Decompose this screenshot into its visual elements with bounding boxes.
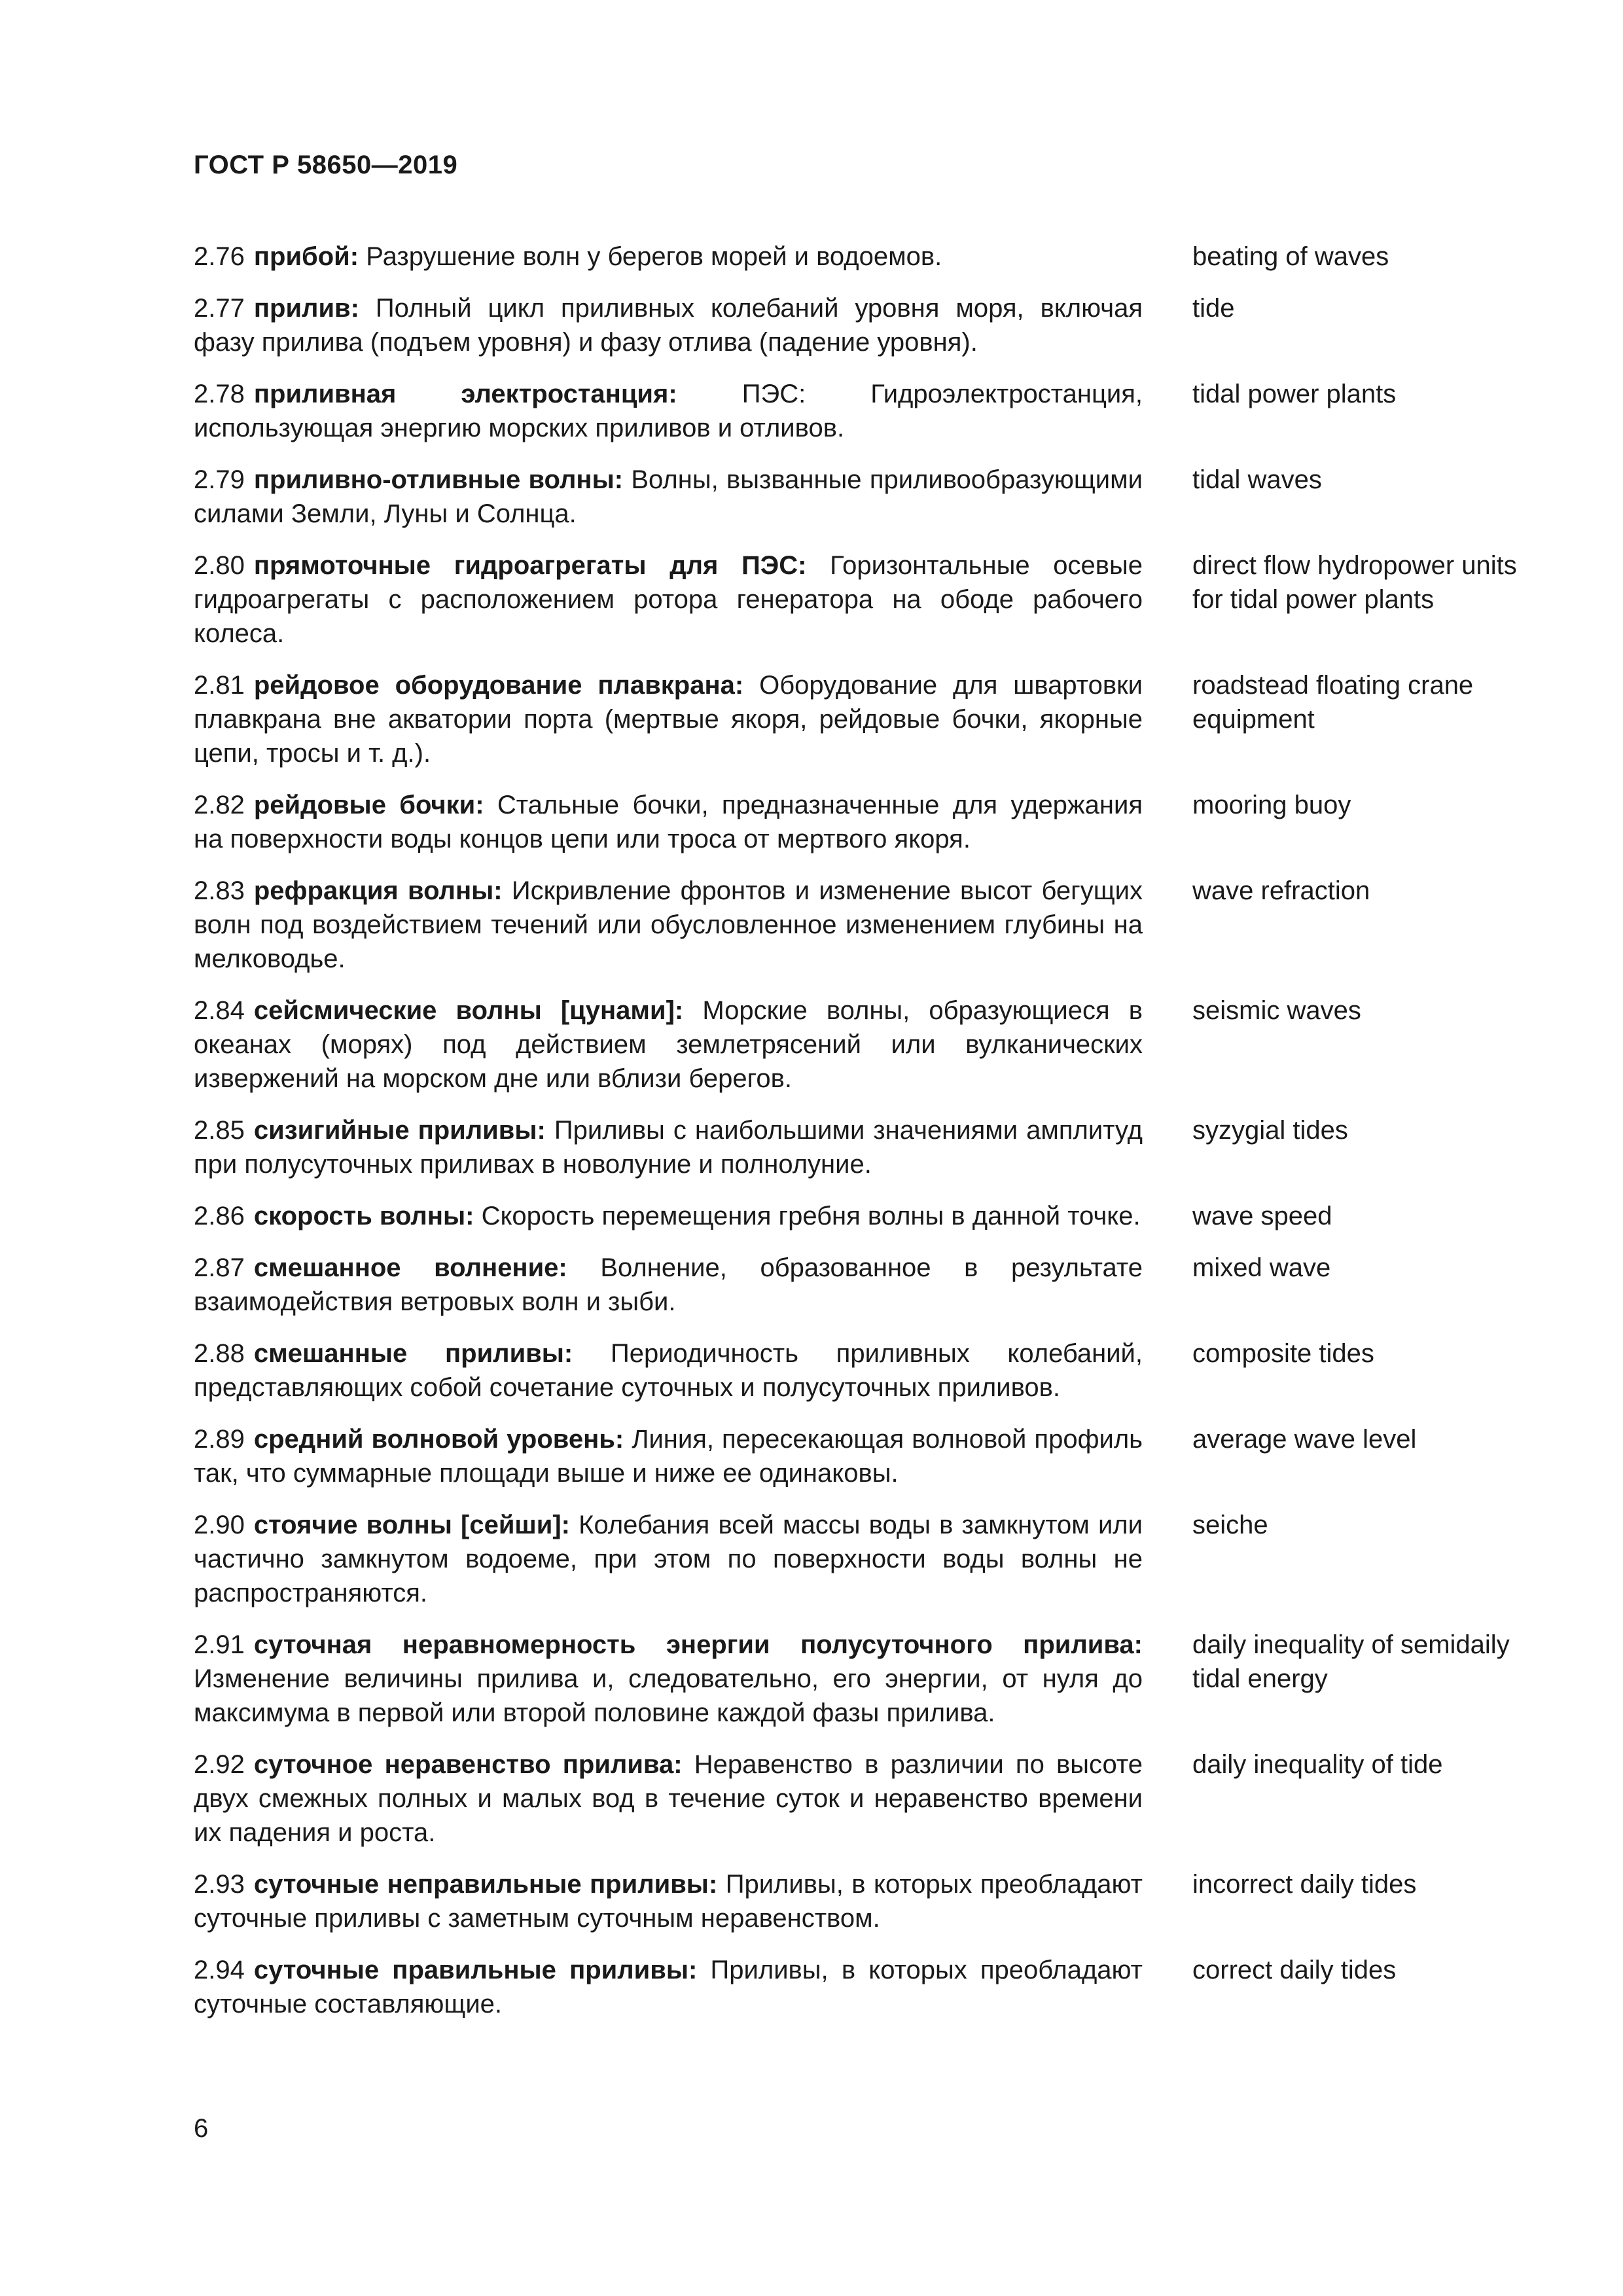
- term-definition: [194, 668, 1143, 770]
- term-definition-text: Разрушение волн у берегов морей и водоемов.: [366, 242, 942, 271]
- term-number: 2.84: [194, 996, 245, 1025]
- term-number: 2.88: [194, 1339, 245, 1368]
- term-entry-2-86: [194, 1199, 1542, 1233]
- term-definition: [194, 1336, 1143, 1405]
- term-entry-2-83: [194, 874, 1542, 976]
- term-number: 2.93: [194, 1870, 245, 1899]
- term-name: суточные неправильные приливы:: [253, 1870, 718, 1899]
- term-entry-2-88: [194, 1336, 1542, 1405]
- term-definition-text: Изменение величины прилива и, следовательно, его энергии, от нуля до максимума в первой или второй половине каждой фазы прилива.: [194, 1664, 1143, 1727]
- term-name: стоячие волны [сейши]:: [253, 1511, 570, 1539]
- term-english: incorrect daily tides: [1192, 1870, 1417, 1899]
- term-name: рефракция волны:: [253, 876, 503, 905]
- term-entry-2-90: [194, 1508, 1542, 1610]
- term-number: 2.87: [194, 1253, 245, 1282]
- term-name: сизигийные приливы:: [253, 1116, 546, 1145]
- term-number: 2.79: [194, 465, 245, 494]
- term-name: смешанные приливы:: [253, 1339, 573, 1368]
- term-name: средний волновой уровень:: [253, 1425, 624, 1454]
- term-definition: [194, 994, 1143, 1096]
- term-definition: [194, 1251, 1143, 1319]
- term-english: seismic waves: [1192, 996, 1361, 1025]
- term-definition-text: Искривление фронтов и изменение высот бегущих волн под воздействием течений или обусловленное изменением глубины на мелководье.: [194, 876, 1143, 973]
- term-definition: [194, 377, 1143, 445]
- term-english: seiche: [1192, 1511, 1268, 1539]
- term-entry-2-80: [194, 548, 1542, 651]
- term-english: average wave level: [1192, 1425, 1417, 1454]
- term-entry-2-82: [194, 788, 1542, 856]
- term-english: tide: [1192, 294, 1235, 323]
- term-definition-text: Приливы, в которых преобладают суточные приливы с заметным суточным неравенством.: [194, 1870, 1143, 1933]
- term-number: 2.90: [194, 1511, 245, 1539]
- term-entry-2-81: [194, 668, 1542, 770]
- term-number: 2.89: [194, 1425, 245, 1454]
- term-english: tidal power plants: [1192, 380, 1397, 408]
- term-name: суточные правильные приливы:: [253, 1956, 698, 1984]
- term-definition-text: Колебания всей массы воды в замкнутом или частично замкнутом водоеме, при этом по поверхности воды волны не распространяются.: [194, 1511, 1143, 1607]
- term-definition-text: Полный цикл приливных колебаний уровня моря, включая фазу прилива (подъем уровня) и фазу отлива (падение уровня).: [194, 294, 1143, 357]
- term-entry-2-77: [194, 291, 1542, 359]
- term-english: correct daily tides: [1192, 1956, 1397, 1984]
- term-entry-2-94: [194, 1953, 1542, 2021]
- term-number: 2.76: [194, 242, 245, 271]
- term-definition-text: Горизонтальные осевые гидроагрегаты с расположением ротора генератора на ободе рабочего колеса.: [194, 551, 1143, 648]
- term-entry-2-76: [194, 240, 1542, 274]
- term-definition-text: Неравенство в различии по высоте двух смежных полных и малых вод в течение суток и неравенство времени их падения и роста.: [194, 1750, 1143, 1847]
- term-number: 2.86: [194, 1202, 245, 1230]
- term-definition: [194, 548, 1143, 651]
- term-entry-2-89: [194, 1422, 1542, 1490]
- term-number: 2.85: [194, 1116, 245, 1145]
- term-entry-2-91: [194, 1628, 1542, 1730]
- term-definition-text: Линия, пересекающая волновой профиль так, что суммарные площади выше и ниже ее одинаковы.: [194, 1425, 1143, 1488]
- term-name: суточная неравномерность энергии полусуточного прилива:: [253, 1630, 1143, 1659]
- term-name: приливная электростанция:: [253, 380, 677, 408]
- term-number: 2.91: [194, 1630, 245, 1659]
- term-entry-2-85: [194, 1113, 1542, 1181]
- term-name: прилив:: [253, 294, 359, 323]
- term-name: приливно-отливные волны:: [253, 465, 624, 494]
- term-english: tidal waves: [1192, 465, 1322, 494]
- term-definition: [194, 874, 1143, 976]
- term-definition: [194, 788, 1143, 856]
- term-number: 2.78: [194, 380, 245, 408]
- term-entry-2-79: [194, 463, 1542, 531]
- term-name: прибой:: [253, 242, 359, 271]
- term-number: 2.92: [194, 1750, 245, 1779]
- term-english: roadstead floating crane equipment: [1192, 671, 1474, 734]
- term-english: daily inequality of tide: [1192, 1750, 1443, 1779]
- term-definition: [194, 1867, 1143, 1935]
- term-english: composite tides: [1192, 1339, 1374, 1368]
- term-definition: [194, 1199, 1143, 1233]
- term-definition: [194, 1748, 1143, 1850]
- term-definition: [194, 240, 1143, 274]
- term-number: 2.94: [194, 1956, 245, 1984]
- term-definition-text: Стальные бочки, предназначенные для удержания на поверхности воды концов цепи или троса от мертвого якоря.: [194, 791, 1143, 853]
- term-number: 2.80: [194, 551, 245, 580]
- term-definition: [194, 463, 1143, 531]
- page-number: 6: [194, 2114, 209, 2143]
- term-definition: [194, 1113, 1143, 1181]
- term-name: скорость волны:: [253, 1202, 474, 1230]
- term-definition-text: Приливы, в которых преобладают суточные составляющие.: [194, 1956, 1143, 2018]
- term-name: сейсмические волны [цунами]:: [253, 996, 684, 1025]
- term-english: wave speed: [1192, 1202, 1332, 1230]
- term-entry-2-78: [194, 377, 1542, 445]
- term-english: mixed wave: [1192, 1253, 1331, 1282]
- term-definition-text: ПЭС: Гидроэлектростанция, использующая энергию морских приливов и отливов.: [194, 380, 1143, 442]
- term-number: 2.81: [194, 671, 245, 700]
- term-name: рейдовые бочки:: [253, 791, 484, 819]
- term-name: прямоточные гидроагрегаты для ПЭС:: [253, 551, 807, 580]
- term-definition: [194, 1953, 1143, 2021]
- term-entry-2-92: [194, 1748, 1542, 1850]
- term-name: рейдовое оборудование плавкрана:: [253, 671, 744, 700]
- term-number: 2.77: [194, 294, 245, 323]
- term-definition: [194, 1422, 1143, 1490]
- term-entry-2-93: [194, 1867, 1542, 1935]
- term-english: beating of waves: [1192, 242, 1389, 271]
- term-number: 2.82: [194, 791, 245, 819]
- term-entry-2-87: [194, 1251, 1542, 1319]
- term-definition: [194, 1508, 1143, 1610]
- term-definition-text: Скорость перемещения гребня волны в данной точке.: [481, 1202, 1141, 1230]
- term-name: смешанное волнение:: [253, 1253, 567, 1282]
- term-definition-text: Волны, вызванные приливообразующими силами Земли, Луны и Солнца.: [194, 465, 1143, 528]
- term-english: direct flow hydropower units for tidal power plants: [1192, 551, 1517, 614]
- term-definition: [194, 291, 1143, 359]
- term-definition-text: Морские волны, образующиеся в океанах (морях) под действием землетрясений или вулканических извержений на морском дне или вблизи берегов.: [194, 996, 1143, 1093]
- term-entry-2-84: [194, 994, 1542, 1096]
- term-english: wave refraction: [1192, 876, 1370, 905]
- term-definition: [194, 1628, 1143, 1730]
- term-definition-text: Приливы с наибольшими значениями амплитуд при полусуточных приливах в новолуние и полнолуние.: [194, 1116, 1143, 1179]
- term-english: daily inequality of semidaily tidal energy: [1192, 1630, 1510, 1693]
- term-definition-text: Волнение, образованное в результате взаимодействия ветровых волн и зыби.: [194, 1253, 1143, 1316]
- page-header: ГОСТ Р 58650—2019: [194, 151, 458, 179]
- term-english: syzygial tides: [1192, 1116, 1348, 1145]
- term-list: [194, 240, 1542, 2039]
- term-name: суточное неравенство прилива:: [253, 1750, 683, 1779]
- term-definition-text: Оборудование для швартовки плавкрана вне акватории порта (мертвые якоря, рейдовые бочки, якорные цепи, тросы и т. д.).: [194, 671, 1143, 768]
- term-definition-text: Периодичность приливных колебаний, представляющих собой сочетание суточных и полусуточных приливов.: [194, 1339, 1143, 1402]
- term-english: mooring buoy: [1192, 791, 1351, 819]
- term-number: 2.83: [194, 876, 245, 905]
